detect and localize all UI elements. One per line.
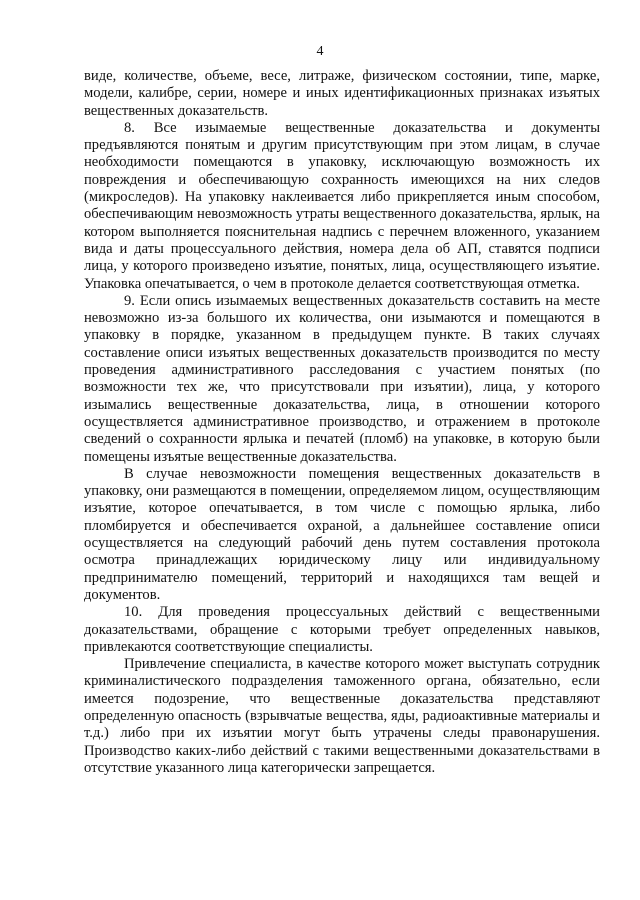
paragraph-item-9-continued: В случае невозможности помещения вещественных доказательств в упаковку, они размещаются в помещении, определяемом лицом, осуществляющим изъятие, которое опечатывается, в том числе с помощью ярлыка, либо пломбируется и обеспечивается охраной, а дальнейшее составление описи осуществляется на следующий рабочий день путем составления протокола осмотра принадлежащих юридическому лицу или индивидуальному предпринимателю помещений, территорий и находящихся там вещей и документов. [84, 465, 600, 603]
paragraph-continuation: виде, количестве, объеме, весе, литраже, физическом состоянии, типе, марке, модели, калибре, серии, номере и иных идентификационных признаках изъятых вещественных доказательств. [84, 68, 600, 119]
paragraph-item-10-continued: Привлечение специалиста, в качестве которого может выступать сотрудник криминалистического подразделения таможенного органа, обязательно, если имеется подозрение, что вещественные доказательства представляют определенную опасность (взрывчатые вещества, яды, радиоактивные материалы и т.д.) либо при их изъятии могут быть утрачены следы правонарушения. Производство каких-либо действий с такими вещественными доказательствами в отсутствие указанного лица категорически запрещается. [84, 656, 600, 776]
paragraph-item-10: 10. Для проведения процессуальных действий с вещественными доказательствами, обращение с которыми требует определенных навыков, привлекаются соответствующие специалисты. [84, 604, 600, 655]
paragraph-item-9: 9. Если опись изымаемых вещественных доказательств составить на месте невозможно из-за большого их количества, они изымаются и помещаются в упаковку в порядке, указанном в предыдущем пункте. В таких случаях составление описи изъятых вещественных доказательств производится по месту проведения административного расследования с участием понятых (по возможности тех же, что присутствовали при изъятии), лица, у которого изымались вещественные доказательства, лица, в отношении которого осуществляется административное производство, и отражением в протоколе сведений о сохранности ярлыка и печатей (пломб) на упаковке, в которую были помещены изъятые вещественные доказательства. [84, 292, 600, 465]
document-body [84, 68, 600, 777]
page-number: 4 [316, 44, 324, 59]
paragraph-item-8: 8. Все изымаемые вещественные доказательства и документы предъявляются понятым и другим присутствующим при этом лицам, в случае необходимости помещаются в упаковку, исключающую возможность их повреждения и обеспечивающую сохранность имеющихся на них следов (микроследов). На упаковку наклеивается либо прикрепляется иным способом, обеспечивающим невозможность утраты вещественного доказательства, ярлык, на котором выполняется пояснительная надпись с перечнем вложенного, указанием вида и даты процессуального действия, номера дела об АП, ставятся подписи лица, у которого произведено изъятие, понятых, лица, осуществляющего изъятие. Упаковка опечатывается, о чем в протоколе делается соответствующая отметка. [84, 119, 600, 292]
